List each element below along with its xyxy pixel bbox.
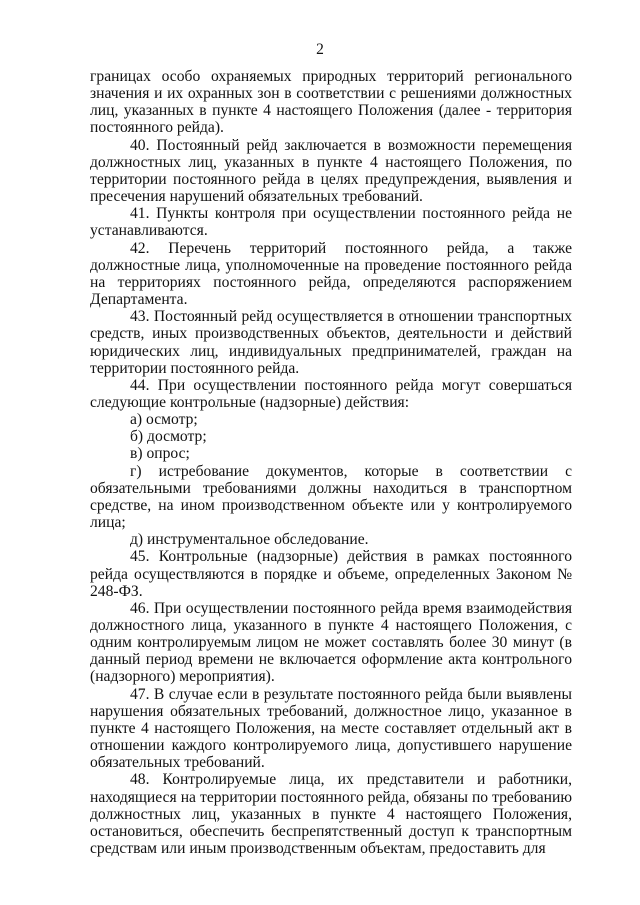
paragraph-46: 46. При осуществлении постоянного рейда время взаимодействия должностного лица, указанного в пункте 4 настоящего Положения, с одним контролируемым лицом не может составлять более 30 минут (в данный период времени не включается оформление акта контрольного (надзорного) мероприятия).	[90, 599, 572, 686]
paragraph-47: 47. В случае если в результате постоянного рейда были выявлены нарушения обязательных требований, должностное лицо, указанное в пункте 4 настоящего Положения, на месте составляет отдельный акт в отношении каждого контролируемого лица, допустившего нарушение обязательных требований.	[90, 685, 572, 772]
paragraph-41: 41. Пункты контроля при осуществлении постоянного рейда не устанавливаются.	[90, 205, 572, 240]
list-item-d: д) инструментальное обследование.	[130, 531, 369, 549]
list-item-b: б) досмотр;	[130, 428, 207, 446]
paragraph-44: 44. При осуществлении постоянного рейда могут совершаться следующие контрольные (надзорные) действия:	[90, 376, 572, 411]
paragraph-48: 48. Контролируемые лица, их представители и работники, находящиеся на территории постоянного рейда, обязаны по требованию должностных лиц, указанных в пункте 4 настоящего Положения, остановиться, обеспечить беспрепятственный доступ к транспортным средствам или иным производственным объектам, предоставить для	[90, 771, 572, 858]
list-item-a: а) осмотр;	[130, 411, 198, 429]
paragraph-40: 40. Постоянный рейд заключается в возможности перемещения должностных лиц, указанных в пункте 4 настоящего Положения, по территории постоянного рейда в целях предупреждения, выявления и пресечения нарушений обязательных требований.	[90, 136, 572, 206]
list-item-g: г) истребование документов, которые в соответствии с обязательными требованиями должны находиться в транспортном средстве, на ином производственном объекте или у контролируемого лица;	[90, 462, 572, 532]
page-number: 2	[316, 41, 324, 58]
document-body	[90, 68, 572, 857]
list-item-v: в) опрос;	[130, 445, 190, 463]
paragraph-42: 42. Перечень территорий постоянного рейда, а также должностные лица, уполномоченные на проведение постоянного рейда на территориях постоянного рейда, определяются распоряжением Департамента.	[90, 239, 572, 309]
paragraph-43: 43. Постоянный рейд осуществляется в отношении транспортных средств, иных производственных объектов, деятельности и действий юридических лиц, индивидуальных предпринимателей, граждан на территории постоянного рейда.	[90, 308, 572, 377]
paragraph-45: 45. Контрольные (надзорные) действия в рамках постоянного рейда осуществляются в порядке и объеме, определенных Законом № 248-ФЗ.	[90, 548, 572, 600]
paragraph-continued: границах особо охраняемых природных территорий регионального значения и их охранных зон в соответствии с решениями должностных лиц, указанных в пункте 4 настоящего Положения (далее - территория постоянного рейда).	[90, 68, 572, 137]
